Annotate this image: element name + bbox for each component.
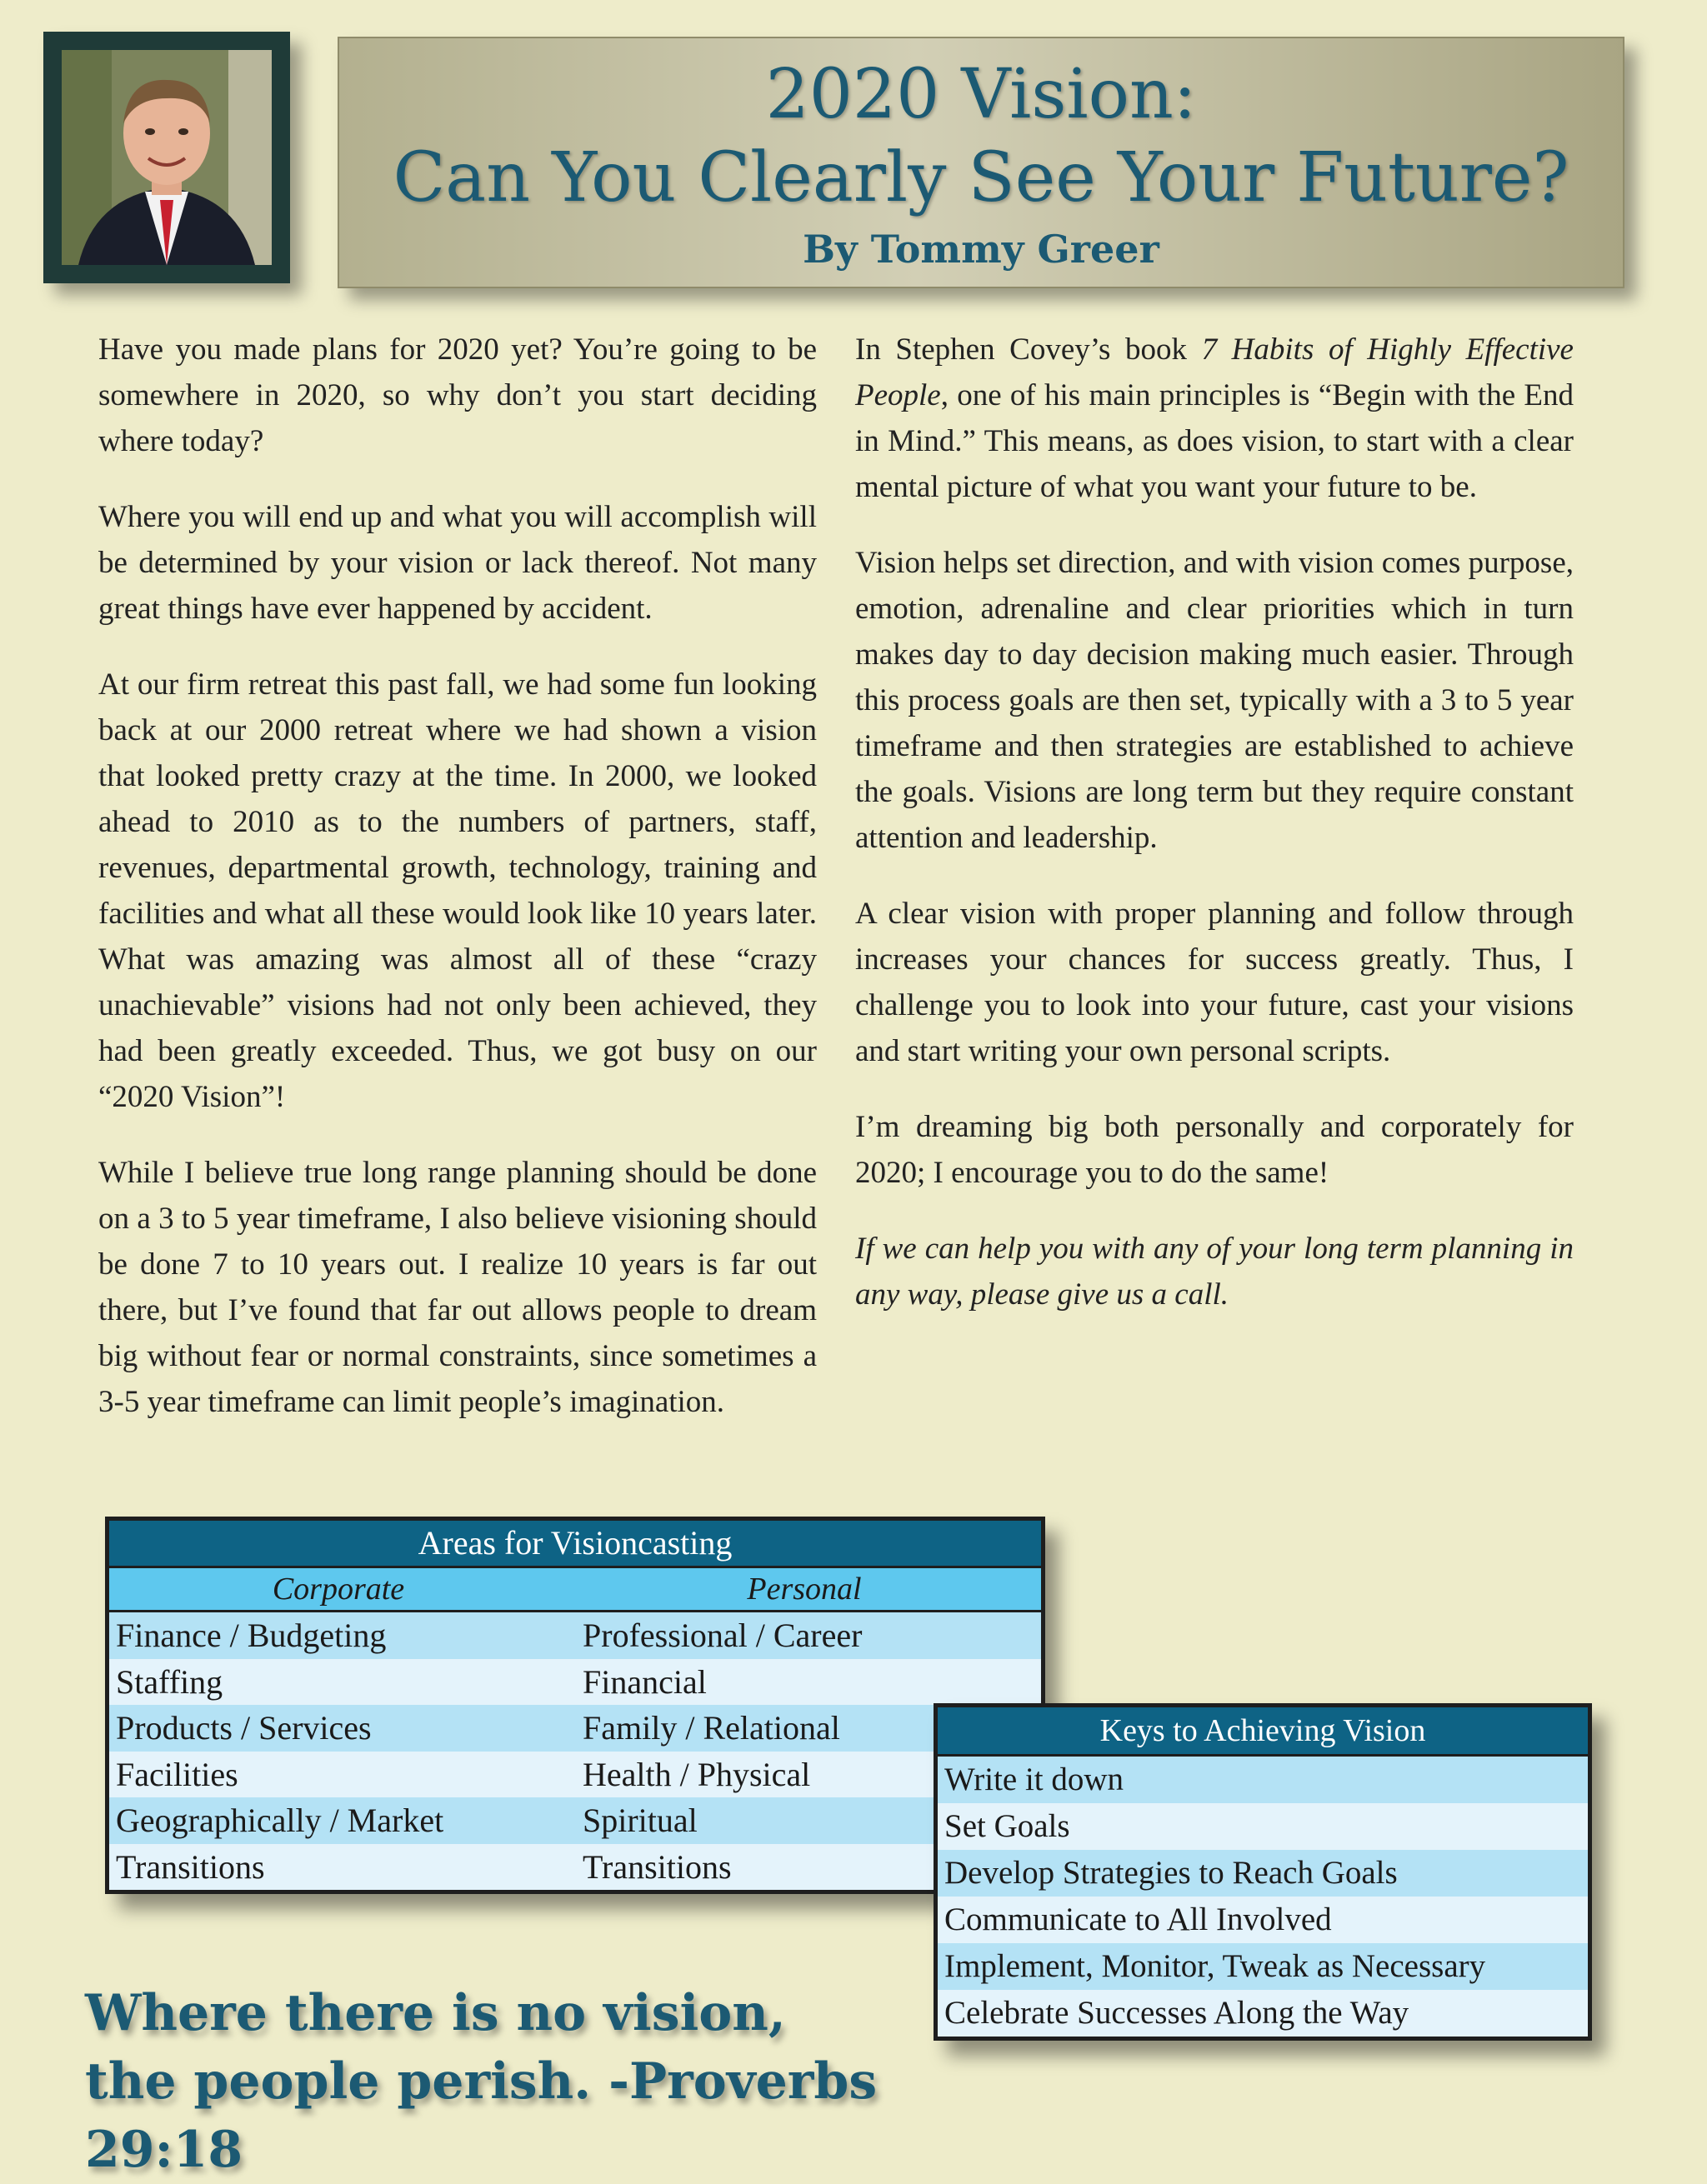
table-row xyxy=(109,1659,1041,1706)
table-row xyxy=(109,1844,1041,1891)
personal-cell: Financial xyxy=(583,1662,707,1701)
author-photo xyxy=(62,50,272,265)
covey-prefix: In Stephen Covey’s book xyxy=(855,332,1202,367)
personal-cell: Health / Physical xyxy=(583,1755,811,1793)
author-photo-frame xyxy=(43,32,290,283)
article-right-column xyxy=(855,327,1574,1347)
paragraph: While I believe true long range planning should be done on a 3 to 5 year timeframe, I also believe visioning should be done 7 to 10 years out. I realize 10 years is far out there, but I’ve found that far out allows people to dream big without fear or normal constraints, since sometimes a 3-5 year timeframe can limit people’s imagination. xyxy=(98,1156,817,1419)
article-left-column xyxy=(98,327,817,1455)
list-item: Implement, Monitor, Tweak as Necessary xyxy=(938,1943,1588,1990)
title-banner xyxy=(338,37,1624,288)
list-item: Communicate to All Involved xyxy=(938,1897,1588,1943)
table-row xyxy=(109,1797,1041,1844)
corporate-cell: Finance / Budgeting xyxy=(116,1617,387,1654)
table-row xyxy=(109,1612,1041,1659)
author-portrait-image xyxy=(62,50,272,265)
paragraph: I’m dreaming big both personally and corporately for 2020; I encourage you to do the same! xyxy=(855,1110,1574,1190)
paragraph: Vision helps set direction, and with vision comes purpose, emotion, adrenaline and clear priorities which in turn makes day to day decision making much easier. Through this process goals are then set, typically with a 3 to 5 year timeframe and then strategies are established to achieve the goals. Visions are long term but they require constant attention and leadership. xyxy=(855,546,1574,855)
list-item: Develop Strategies to Reach Goals xyxy=(938,1850,1588,1897)
paragraph: Have you made plans for 2020 yet? You’re going to be somewhere in 2020, so why don’t you start deciding where today? xyxy=(98,332,817,458)
closing-note: If we can help you with any of your long term planning in any way, please give us a call. xyxy=(855,1232,1574,1312)
corporate-cell: Facilities xyxy=(116,1755,238,1793)
covey-suffix: , one of his main principles is “Begin with the End in Mind.” This means, as does vision, to start with a clear mental picture of what you want your future to be. xyxy=(855,378,1574,504)
areas-table-header-row xyxy=(109,1568,1041,1612)
list-item: Write it down xyxy=(938,1757,1588,1803)
corporate-cell: Transitions xyxy=(116,1847,265,1886)
proverbs-quote xyxy=(85,1979,919,2184)
personal-column-header: Personal xyxy=(747,1572,862,1607)
list-item: Set Goals xyxy=(938,1803,1588,1850)
corporate-cell: Geographically / Market xyxy=(116,1802,444,1839)
byline: By Tommy Greer xyxy=(803,227,1159,272)
book-title: 7 Habits of Highly Effective People xyxy=(855,332,1574,412)
personal-cell: Transitions xyxy=(583,1847,732,1886)
personal-cell: Professional / Career xyxy=(583,1617,863,1654)
corporate-cell: Staffing xyxy=(116,1662,223,1701)
title-line-2: Can You Clearly See Your Future? xyxy=(393,138,1569,217)
areas-table-title: Areas for Visioncasting xyxy=(109,1521,1041,1568)
personal-cell: Family / Relational xyxy=(583,1709,840,1747)
table-row xyxy=(109,1705,1041,1752)
list-item: Celebrate Successes Along the Way xyxy=(938,1990,1588,2037)
paragraph: A clear vision with proper planning and follow through increases your chances for success greatly. Thus, I challenge you to look into your future, cast your visions and start writing your own personal scripts. xyxy=(855,897,1574,1068)
corporate-column-header: Corporate xyxy=(272,1572,405,1607)
areas-for-visioncasting-table xyxy=(105,1517,1045,1894)
title-line-1: 2020 Vision: xyxy=(765,55,1197,134)
personal-cell: Spiritual xyxy=(583,1802,698,1839)
quote-line-1: Where there is no vision, xyxy=(85,1984,786,2042)
keys-to-achieving-vision-table xyxy=(934,1703,1592,2041)
paragraph-covey xyxy=(855,327,1574,510)
quote-line-2: the people perish. -Proverbs 29:18 xyxy=(85,2052,878,2179)
table-row xyxy=(109,1752,1041,1798)
keys-table-title: Keys to Achieving Vision xyxy=(938,1707,1588,1757)
corporate-cell: Products / Services xyxy=(116,1709,372,1747)
paragraph: At our firm retreat this past fall, we had some fun looking back at our 2000 retreat where we had shown a vision that looked pretty crazy at the time. In 2000, we looked ahead to 2010 as to the numbers of partners, staff, revenues, departmental growth, technology, training and facilities and what all these would look like 10 years later. What was amazing was almost all of these “crazy unachievable” visions had not only been achieved, they had been greatly exceeded. Thus, we got busy on our “2020 Vision”! xyxy=(98,667,817,1114)
paragraph: Where you will end up and what you will accomplish will be determined by your vision or lack thereof. Not many great things have ever happened by accident. xyxy=(98,500,817,626)
